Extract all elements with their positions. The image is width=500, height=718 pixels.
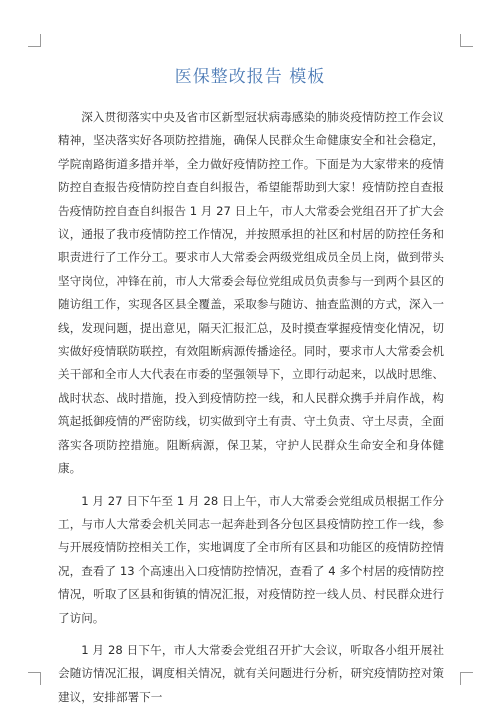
crop-mark-top-right	[460, 34, 473, 47]
crop-mark-bottom-left	[28, 672, 41, 685]
paragraph-3: 1 月 28 日下午，市人大常委会党组召开扩大会议，听取各小组开展社会随访情况汇报，调度相关情况，就有关问题进行分析，研究疫情防控对策建议，安排部署下一	[58, 642, 444, 704]
crop-mark-bottom-right	[460, 672, 473, 685]
document-body	[58, 106, 444, 718]
crop-mark-top-left	[28, 34, 41, 47]
paragraph-2: 1 月 27 日下午至 1 月 28 日上午，市人大常委会党组成员根据工作分工，与市人大常委会机关同志一起奔赴到各分包区县疫情防控工作一线，参与开展疫情防控相关工作，实地调度了全市所有区县和功能区的疫情防控情况，查看了 13 个高速出入口疫情防控情况，查看了 4 多个村居的疫情防控情况，听取了区县和街镇的情况汇报，对疫情防控一线人员、村民群众进行了访问。	[58, 493, 444, 625]
paragraph-1: 深入贯彻落实中央及省市区新型冠状病毒感染的肺炎疫情防控工作会议精神，坚决落实好各项防控措施，确保人民群众生命健康安全和社会稳定，学院南路街道多措并举，全力做好疫情防控工作。下面是为大家带来的疫情防控自查报告疫情防控自查自纠报告，希望能帮助到大家！疫情防控自查报告疫情防控自查自纠报告 1 月 27 日上午，市人大常委会党组召开了扩大会议，通报了我市疫情防控工作情况，并按照承担的社区和村居的防控任务和职责进行了工作分工。要求市人大常委会两级党组成员全员上岗，做到带头坚守岗位，冲锋在前，市人大常委会每位党组成员负责参与一到两个县区的随访组工作，实现各区县全覆盖，采取参与随访、抽查监测的方式，深入一线，发现问题，提出意见，隔天汇报汇总，及时摸查掌握疫情变化情况，切实做好疫情联防联控，有效阻断病源传播途径。同时，要求市人大常委会机关干部和全市人大代表在市委的坚强领导下，立即行动起来，以战时思维、战时状态、战时措施，投入到疫情防控一线，和人民群众携手并肩作战，构筑起抵御疫情的严密防线，切实做到守土有责、守土负责、守土尽责，全面落实各项防控措施。阻断病源，保卫某，守护人民群众生命安全和身体健康。	[58, 110, 444, 476]
document-title: 医保整改报告 模板	[174, 67, 326, 87]
